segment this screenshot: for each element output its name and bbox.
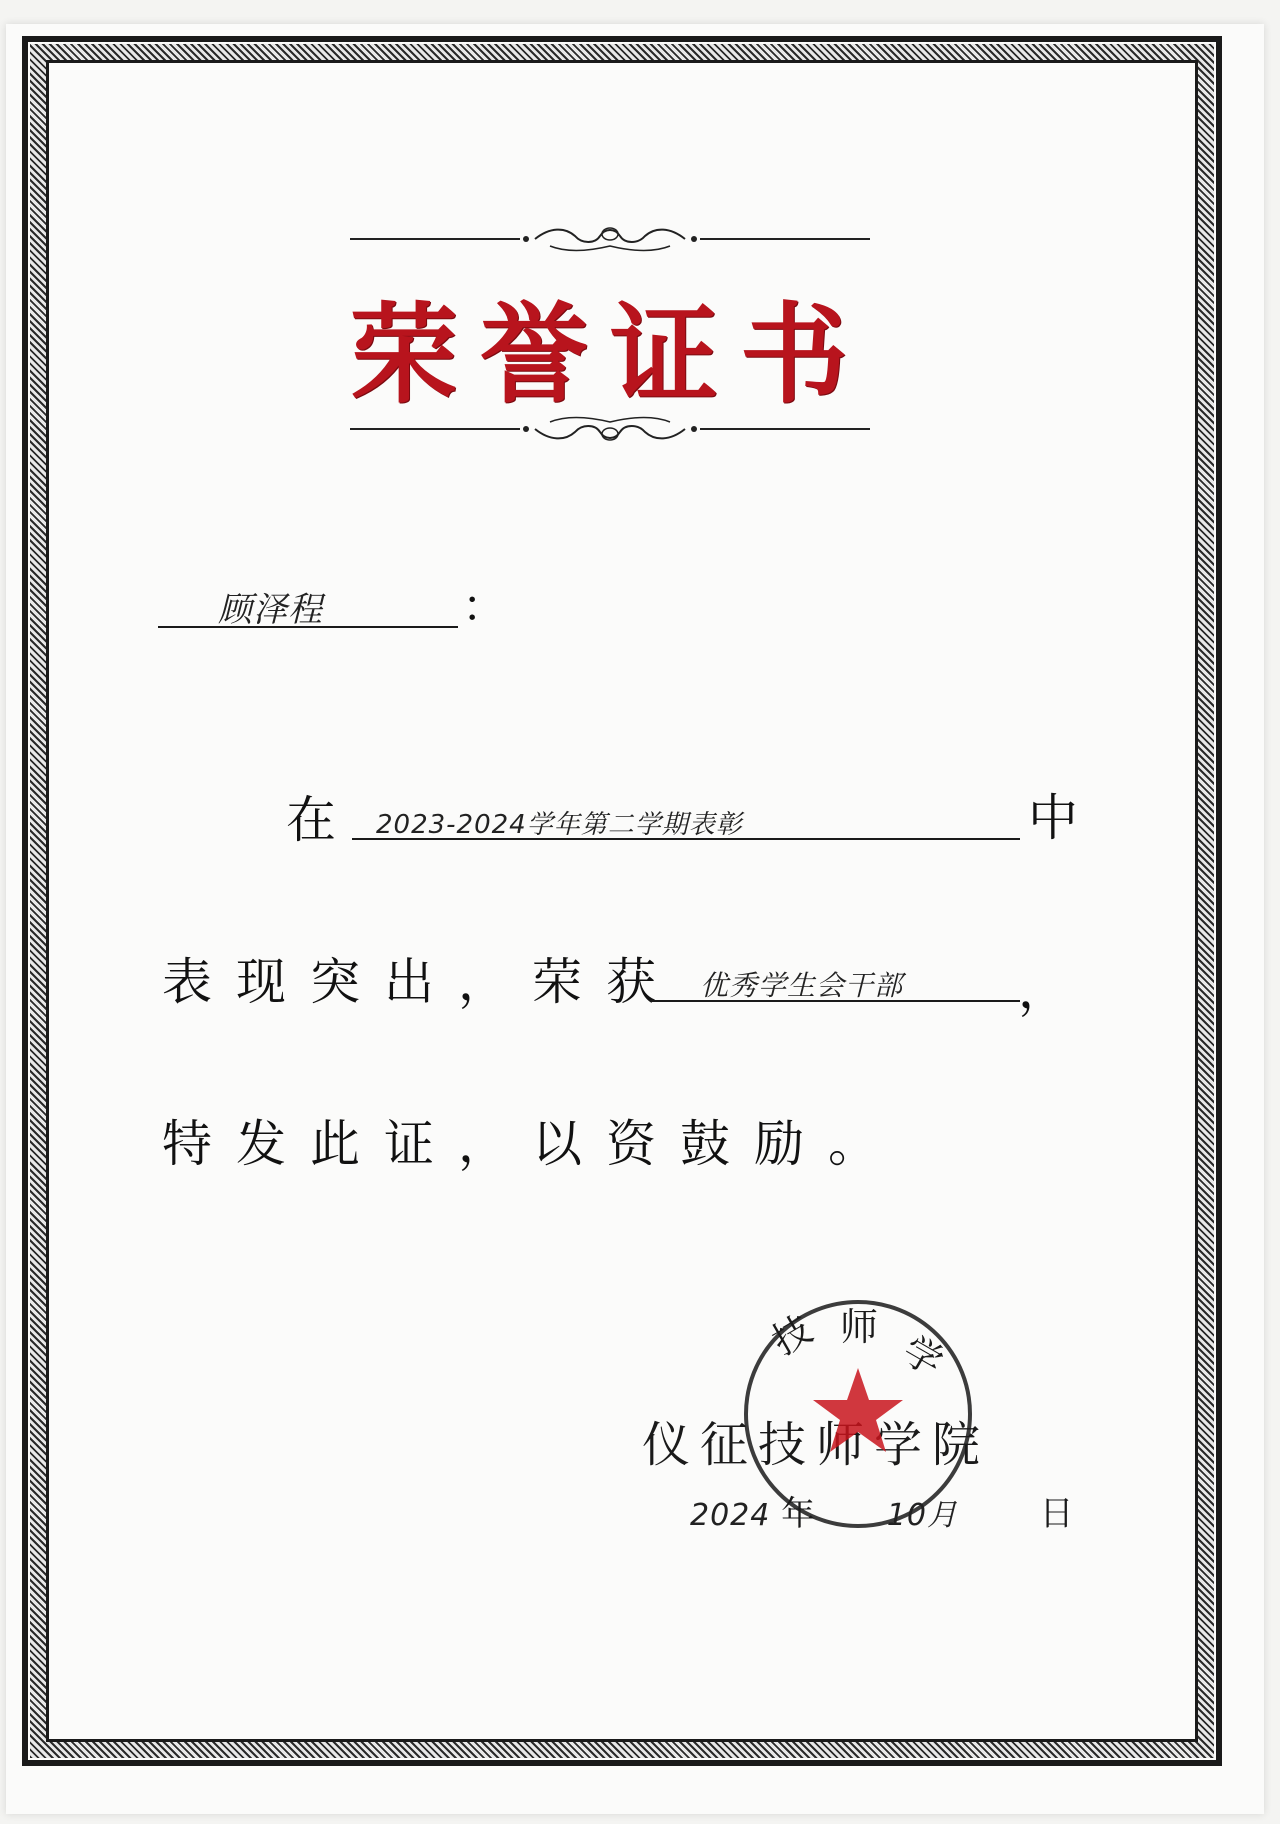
top-ornament (350, 222, 870, 256)
svg-text:师: 师 (840, 1305, 879, 1349)
award-text: 优秀学生会干部 (700, 969, 904, 1002)
event-text: 2023-2024学年第二学期表彰 (376, 810, 743, 840)
award-line (650, 948, 1020, 1002)
line3: 特发此证，以资鼓励。 (162, 1115, 902, 1173)
date-month: 10月 (886, 1498, 958, 1533)
line2-suffix: ， (1018, 961, 1090, 1019)
svg-text:技: 技 (764, 1306, 820, 1364)
recipient-name: 顾泽程 (218, 590, 323, 630)
recipient-line (158, 574, 458, 628)
event-line (352, 786, 1020, 840)
issue-date (690, 1486, 1074, 1535)
svg-text:学: 学 (895, 1327, 951, 1385)
line1-suffix: 中 (1028, 789, 1100, 847)
date-day-unit: 日 (1039, 1494, 1074, 1534)
colon: ： (462, 581, 506, 632)
date-year: 2024 (690, 1498, 771, 1533)
issuer-name: 仪征技师学院 (642, 1417, 991, 1473)
line2-prefix: 表现突出，荣获 (162, 953, 680, 1011)
certificate-title: 荣誉证书 (349, 292, 870, 418)
date-year-unit: 年 (781, 1494, 816, 1534)
bottom-ornament (350, 412, 870, 446)
line1-prefix: 在 (286, 791, 358, 849)
